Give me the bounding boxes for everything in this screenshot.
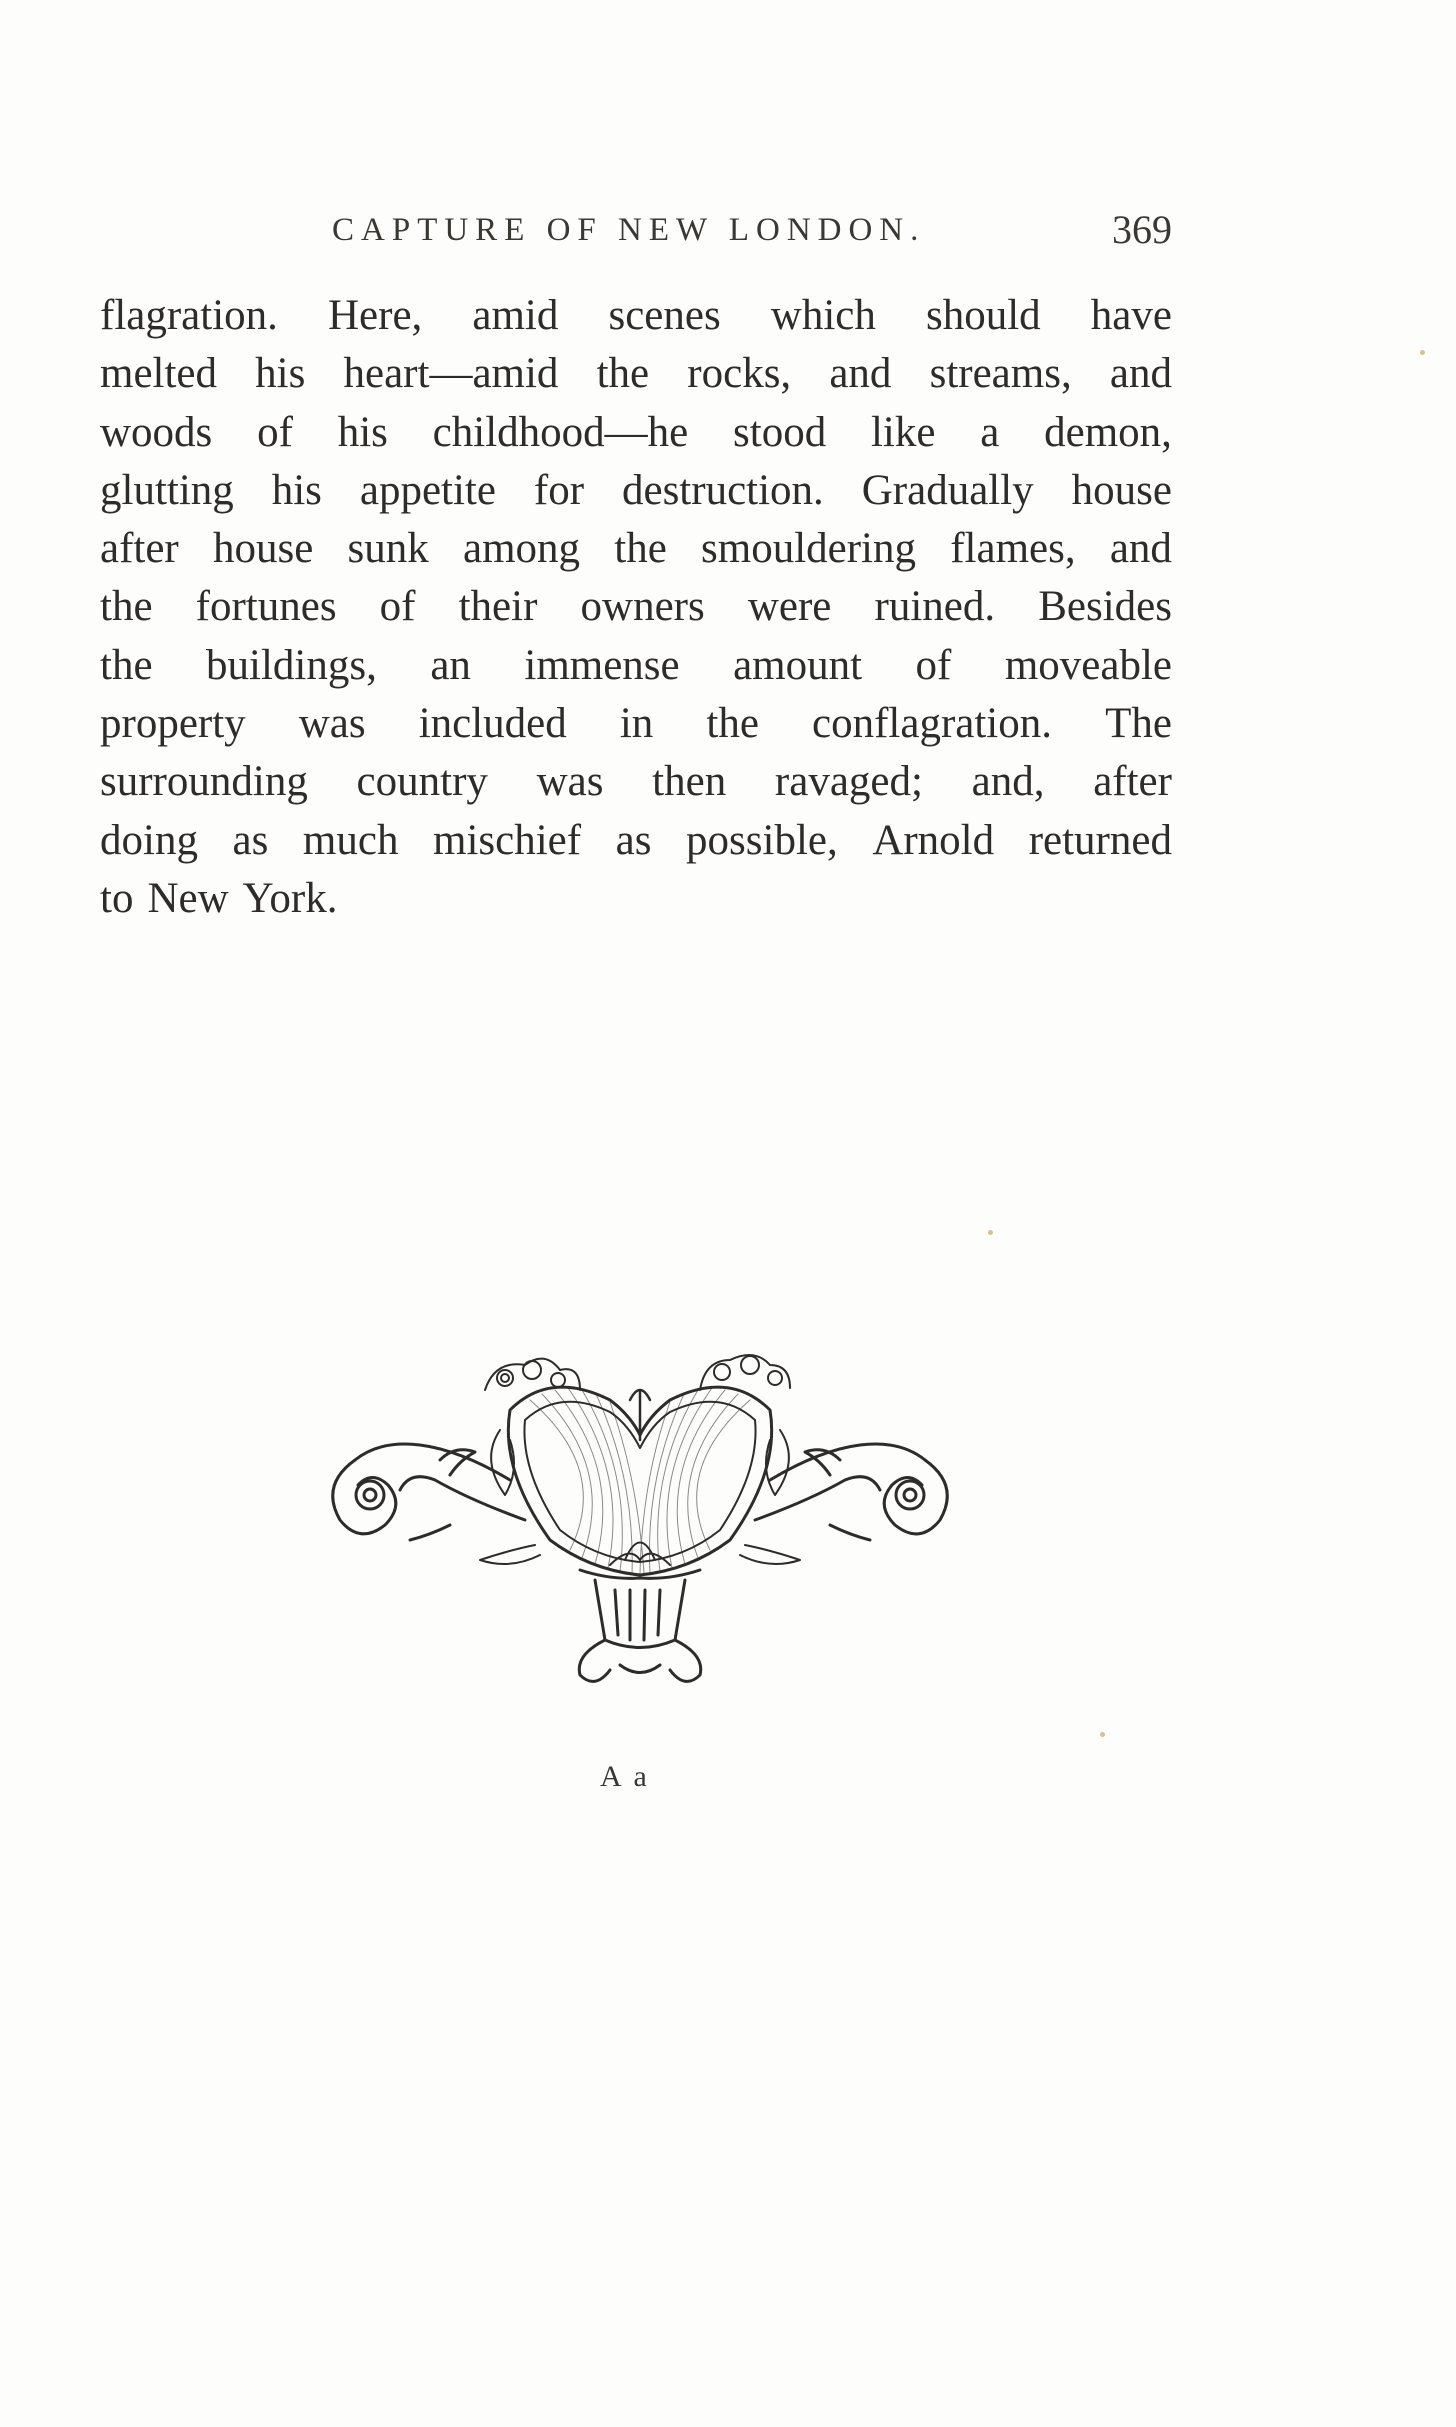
word: to — [100, 874, 134, 922]
word: and — [1109, 525, 1172, 573]
word: as — [615, 816, 652, 864]
word: as — [232, 816, 269, 864]
word: property — [100, 700, 246, 748]
word: Arnold — [872, 816, 995, 864]
word: ravaged; — [774, 758, 923, 806]
word: owners — [580, 583, 705, 631]
word: streams, — [929, 350, 1072, 398]
word: doing — [100, 816, 198, 864]
text-line — [100, 695, 1172, 753]
word: stood — [733, 408, 827, 456]
word: of — [379, 583, 416, 631]
word: the — [596, 350, 650, 398]
running-head — [100, 207, 1172, 262]
word: Besides — [1038, 583, 1172, 631]
word: buildings, — [206, 641, 377, 689]
word: an — [430, 641, 471, 689]
word: his — [271, 466, 322, 514]
word: house — [1071, 466, 1172, 514]
word: glutting — [100, 466, 234, 514]
word: the — [100, 583, 153, 631]
word: his — [255, 350, 306, 398]
word: immense — [524, 641, 680, 689]
word: like — [870, 408, 936, 456]
word: house — [212, 525, 314, 573]
word: a — [980, 408, 1000, 456]
word: their — [458, 583, 538, 631]
paper-speck — [988, 1230, 993, 1235]
word: The — [1105, 700, 1172, 748]
text-line — [100, 520, 1172, 578]
word: which — [770, 292, 876, 339]
text-line — [100, 287, 1172, 345]
word: in — [619, 700, 654, 748]
word: Gradually — [861, 466, 1034, 514]
text-line — [100, 404, 1172, 462]
word: possible, — [686, 816, 838, 864]
word: have — [1090, 292, 1172, 339]
word: appetite — [359, 466, 496, 514]
word: of — [915, 641, 952, 689]
word: heart—amid — [343, 350, 559, 398]
word: of — [257, 408, 293, 456]
word: destruction. — [621, 466, 824, 514]
signature-mark: A a — [600, 1760, 650, 1793]
word: the — [100, 641, 153, 689]
word: melted — [100, 350, 218, 398]
page-number: 369 — [1112, 207, 1172, 252]
word: York. — [242, 874, 338, 922]
word: ruined. — [874, 583, 996, 631]
word: after — [100, 525, 179, 573]
word: moveable — [1004, 641, 1172, 689]
word: Here, — [328, 292, 423, 339]
text-line — [100, 870, 1172, 928]
word: amount — [733, 641, 863, 689]
word: were — [747, 583, 832, 631]
word: was — [298, 700, 366, 748]
word: sunk — [347, 525, 429, 573]
word: should — [925, 292, 1041, 339]
word: was — [536, 758, 604, 806]
word: and, — [971, 758, 1045, 806]
word: amid — [472, 292, 559, 339]
word: country — [356, 758, 488, 806]
word: much — [302, 816, 399, 864]
word: mischief — [433, 816, 582, 864]
word: returned — [1028, 816, 1172, 864]
word: rocks, — [687, 350, 792, 398]
text-line — [100, 578, 1172, 636]
word: then — [652, 758, 727, 806]
word: scenes — [608, 292, 721, 339]
text-line — [100, 345, 1172, 403]
word: childhood—he — [432, 408, 689, 456]
word: and — [1109, 350, 1172, 398]
paper-speck — [1100, 1732, 1105, 1737]
word: smouldering — [701, 525, 916, 573]
word: fortunes — [195, 583, 337, 631]
text-line — [100, 637, 1172, 695]
word: New — [147, 874, 229, 922]
word: woods — [100, 408, 213, 456]
text-line — [100, 462, 1172, 520]
word: demon, — [1044, 408, 1172, 456]
text-line — [100, 753, 1172, 811]
word: for — [533, 466, 585, 514]
word: flagration. — [100, 292, 278, 339]
word: conflagration. — [812, 700, 1053, 748]
word: flames, — [950, 525, 1076, 573]
paper-speck — [1420, 350, 1425, 355]
word: the — [706, 700, 759, 748]
rococo-cartouche-ornament-icon — [310, 1320, 970, 1700]
running-title: CAPTURE OF NEW LONDON. — [332, 212, 926, 248]
word: and — [829, 350, 892, 398]
body-text — [100, 287, 1172, 928]
text-line — [100, 812, 1172, 870]
word: surrounding — [100, 758, 308, 806]
word: after — [1093, 758, 1172, 806]
word: his — [337, 408, 388, 456]
word: the — [614, 525, 667, 573]
word: included — [418, 700, 567, 748]
word: among — [462, 525, 581, 573]
